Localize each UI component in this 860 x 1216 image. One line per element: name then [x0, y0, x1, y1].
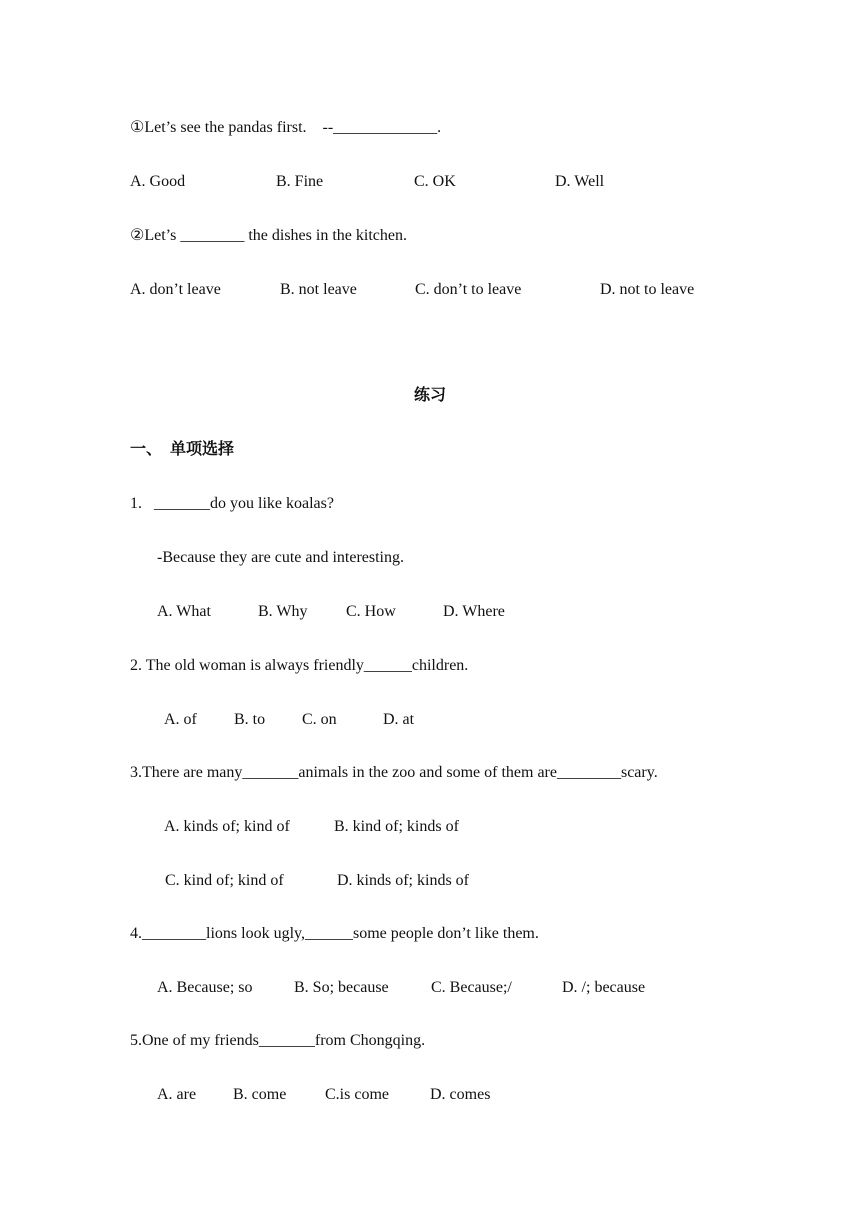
intro-q2-option-c: C. don’t to leave: [415, 281, 522, 298]
question-5-option-d: D. comes: [430, 1086, 491, 1103]
question-5-option-c: C.is come: [325, 1086, 389, 1103]
question-1-option-c: C. How: [346, 603, 396, 620]
question-2-option-a: A. of: [164, 711, 197, 728]
intro-q1-option-b: B. Fine: [276, 173, 324, 190]
question-2-option-d: D. at: [383, 711, 415, 728]
question-1-option-d: D. Where: [443, 603, 505, 620]
question-4-option-b: B. So; because: [294, 979, 389, 996]
question-1-blank: _______: [154, 495, 210, 512]
intro-q2-option-b: B. not leave: [280, 281, 357, 298]
question-2-option-b: B. to: [234, 711, 266, 728]
question-1-number: 1.: [130, 495, 154, 512]
intro-q1-option-d: D. Well: [555, 173, 605, 190]
question-3-option-b: B. kind of; kinds of: [334, 818, 459, 835]
question-4-option-c: C. Because;/: [431, 979, 512, 996]
intro-q1-option-a: A. Good: [130, 173, 186, 190]
question-2-stem: 2. The old woman is always friendly______children.: [130, 657, 469, 674]
question-1-text: do you like koalas?: [210, 495, 334, 512]
question-5-option-a: A. are: [157, 1086, 197, 1103]
question-1-option-b: B. Why: [258, 603, 308, 620]
intro-q2-option-d: D. not to leave: [600, 281, 695, 298]
question-1-response: -Because they are cute and interesting.: [157, 549, 404, 566]
question-1-option-a: A. What: [157, 603, 211, 620]
question-3-stem: 3.There are many_______animals in the zoo and some of them are________scary.: [130, 764, 658, 781]
intro-q2-option-a: A. don’t leave: [130, 281, 221, 298]
question-3-option-a: A. kinds of; kind of: [164, 818, 290, 835]
question-5-stem: 5.One of my friends_______from Chongqing.: [130, 1032, 426, 1049]
question-5-option-b: B. come: [233, 1086, 287, 1103]
question-3-option-c: C. kind of; kind of: [165, 872, 284, 889]
question-1-stem: [130, 494, 334, 514]
question-3-option-d: D. kinds of; kinds of: [337, 872, 469, 889]
part-heading: 一、 单项选择: [130, 441, 235, 458]
question-4-option-d: D. /; because: [562, 979, 646, 996]
question-4-stem: 4.________lions look ugly,______some people don’t like them.: [130, 925, 539, 942]
question-4-option-a: A. Because; so: [157, 979, 253, 996]
intro-q1-option-c: C. OK: [414, 173, 456, 190]
intro-question-1: ①Let’s see the pandas first. --_____________.: [130, 119, 442, 136]
question-2-option-c: C. on: [302, 711, 337, 728]
intro-question-2: ②Let’s ________ the dishes in the kitchen.: [130, 227, 407, 244]
section-title: 练习: [413, 387, 446, 404]
